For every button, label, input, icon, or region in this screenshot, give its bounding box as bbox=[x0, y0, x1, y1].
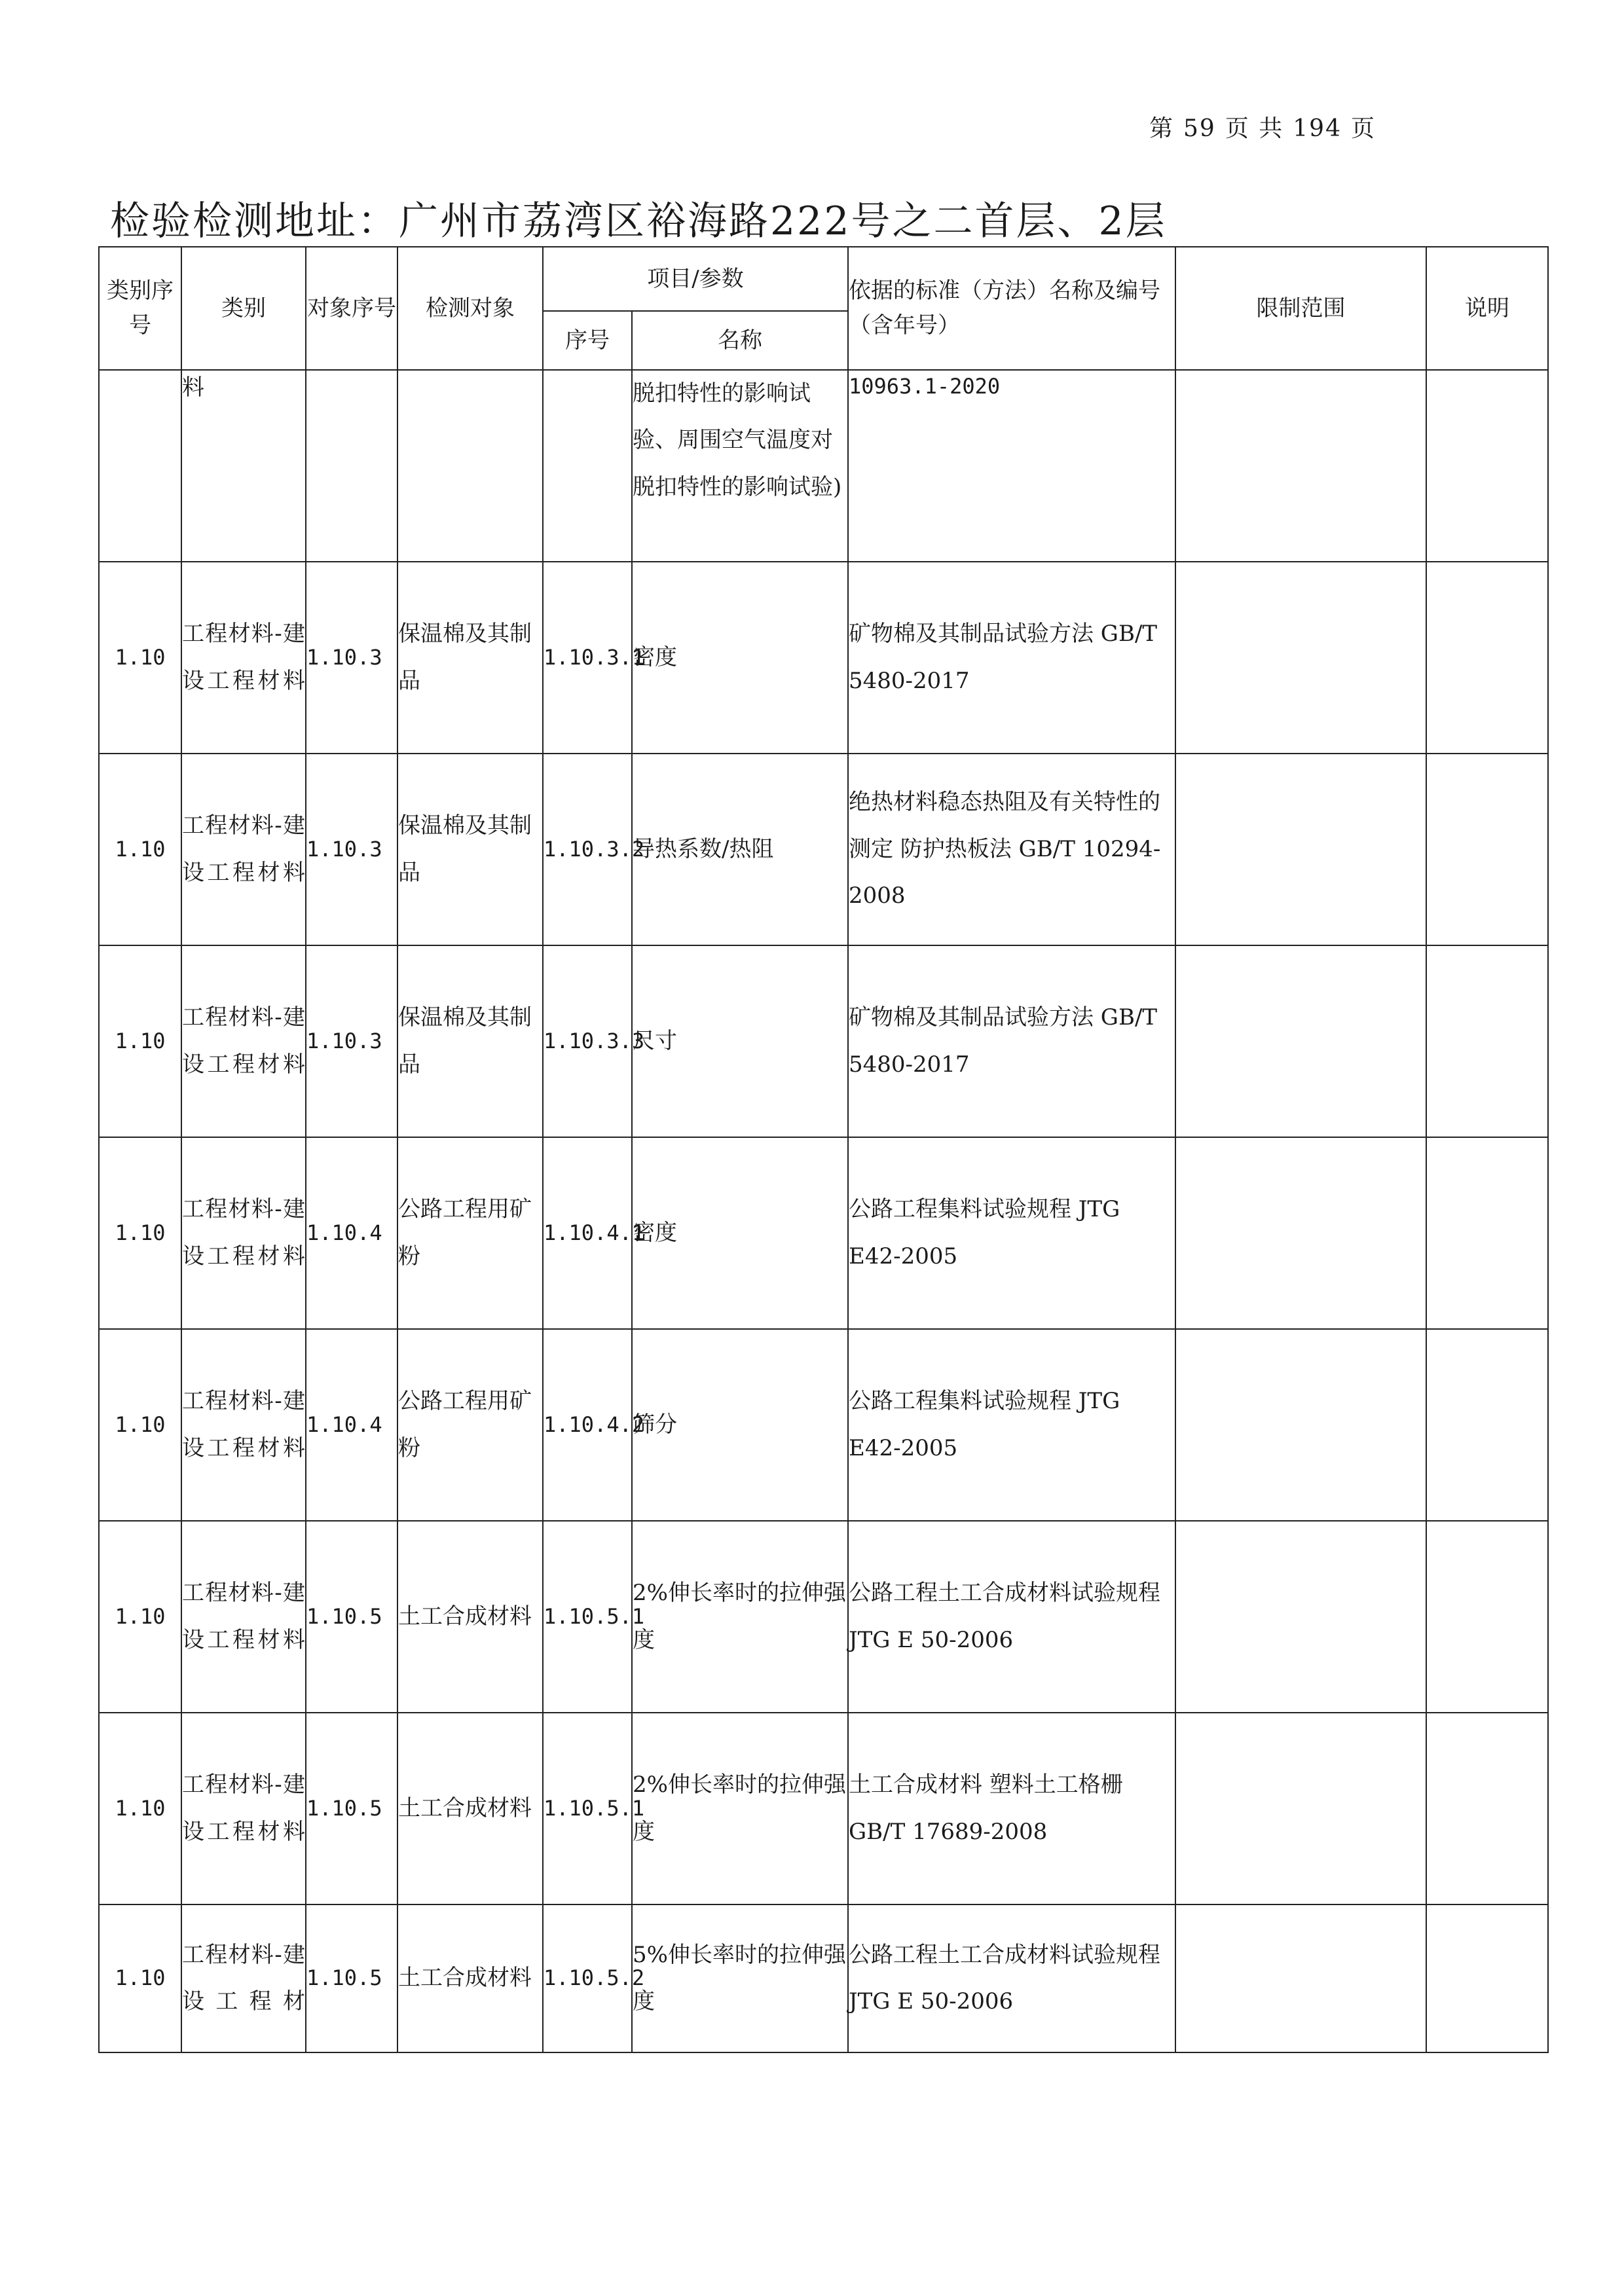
cell-cat-no bbox=[99, 370, 181, 562]
cell-cat-no: 1.10 bbox=[99, 945, 181, 1137]
cell-limit bbox=[1175, 754, 1426, 945]
page-number bbox=[1149, 110, 1411, 143]
cell-object: 保温棉及其制品 bbox=[397, 562, 543, 754]
cell-category: 工程材料-建设工程材 bbox=[181, 1904, 306, 2052]
cell-item-name: 筛分 bbox=[632, 1329, 848, 1521]
cell-note bbox=[1426, 945, 1548, 1137]
cell-item-no: 1.10.3.3 bbox=[543, 945, 632, 1137]
cell-cat-no: 1.10 bbox=[99, 1904, 181, 2052]
cell-cat-no: 1.10 bbox=[99, 562, 181, 754]
cell-obj-no: 1.10.5 bbox=[306, 1713, 397, 1904]
table-row bbox=[99, 562, 1548, 754]
cell-item-no: 1.10.3.1 bbox=[543, 562, 632, 754]
cell-category: 工程材料-建设工程材料 bbox=[181, 1521, 306, 1713]
page-prefix: 第 bbox=[1149, 115, 1175, 142]
cell-item-no: 1.10.5.2 bbox=[543, 1904, 632, 2052]
cell-obj-no: 1.10.3 bbox=[306, 754, 397, 945]
cell-limit bbox=[1175, 370, 1426, 562]
table-row-continuation bbox=[99, 370, 1548, 562]
cell-category: 工程材料-建设工程材料 bbox=[181, 1137, 306, 1329]
cell-category: 工程材料-建设工程材料 bbox=[181, 1713, 306, 1904]
cell-category: 工程材料-建设工程材料 bbox=[181, 562, 306, 754]
scope-table bbox=[98, 246, 1549, 2053]
cell-standard: 公路工程土工合成材料试验规程 JTG E 50-2006 bbox=[848, 1904, 1175, 2052]
cell-item-no bbox=[543, 370, 632, 562]
cell-item-no: 1.10.4.2 bbox=[543, 1329, 632, 1521]
header-item-no: 序号 bbox=[543, 311, 632, 370]
cell-item-no: 1.10.4.1 bbox=[543, 1137, 632, 1329]
cell-item-no: 1.10.5.1 bbox=[543, 1713, 632, 1904]
total-pages: 194 bbox=[1293, 115, 1342, 142]
cell-object: 土工合成材料 bbox=[397, 1713, 543, 1904]
cell-limit bbox=[1175, 1713, 1426, 1904]
cell-note bbox=[1426, 1521, 1548, 1713]
table-row bbox=[99, 945, 1548, 1137]
cell-note bbox=[1426, 370, 1548, 562]
cell-note bbox=[1426, 1329, 1548, 1521]
header-item-name: 名称 bbox=[632, 311, 848, 370]
page-suffix: 页 bbox=[1351, 115, 1376, 142]
table-row bbox=[99, 754, 1548, 945]
cell-standard: 10963.1-2020 bbox=[848, 370, 1175, 562]
table-row bbox=[99, 1904, 1548, 2052]
cell-cat-no: 1.10 bbox=[99, 1137, 181, 1329]
cell-category: 料 bbox=[181, 370, 306, 562]
cell-item-name: 密度 bbox=[632, 1137, 848, 1329]
cell-standard: 矿物棉及其制品试验方法 GB/T 5480-2017 bbox=[848, 945, 1175, 1137]
header-limit: 限制范围 bbox=[1175, 247, 1426, 370]
cell-object: 保温棉及其制品 bbox=[397, 945, 543, 1137]
cell-note bbox=[1426, 1137, 1548, 1329]
cell-object: 保温棉及其制品 bbox=[397, 754, 543, 945]
cell-obj-no: 1.10.5 bbox=[306, 1904, 397, 2052]
cell-standard: 公路工程集料试验规程 JTG E42-2005 bbox=[848, 1137, 1175, 1329]
cell-limit bbox=[1175, 1329, 1426, 1521]
cell-obj-no: 1.10.3 bbox=[306, 562, 397, 754]
cell-obj-no: 1.10.5 bbox=[306, 1521, 397, 1713]
cell-object: 公路工程用矿粉 bbox=[397, 1137, 543, 1329]
cell-standard: 绝热材料稳态热阻及有关特性的测定 防护热板法 GB/T 10294-2008 bbox=[848, 754, 1175, 945]
cell-limit bbox=[1175, 1521, 1426, 1713]
header-category: 类别 bbox=[181, 247, 306, 370]
cell-obj-no: 1.10.4 bbox=[306, 1137, 397, 1329]
cell-standard: 公路工程集料试验规程 JTG E42-2005 bbox=[848, 1329, 1175, 1521]
cell-limit bbox=[1175, 1137, 1426, 1329]
cell-limit bbox=[1175, 1904, 1426, 2052]
cell-obj-no: 1.10.3 bbox=[306, 945, 397, 1137]
cell-item-name: 尺寸 bbox=[632, 945, 848, 1137]
cell-item-no: 1.10.5.1 bbox=[543, 1521, 632, 1713]
cell-item-no: 1.10.3.2 bbox=[543, 754, 632, 945]
cell-limit bbox=[1175, 945, 1426, 1137]
header-standard: 依据的标准（方法）名称及编号（含年号） bbox=[848, 247, 1175, 370]
cell-cat-no: 1.10 bbox=[99, 754, 181, 945]
cell-object: 公路工程用矿粉 bbox=[397, 1329, 543, 1521]
cell-cat-no: 1.10 bbox=[99, 1521, 181, 1713]
cell-item-name: 脱扣特性的影响试验、周围空气温度对脱扣特性的影响试验) bbox=[632, 370, 848, 562]
header-note: 说明 bbox=[1426, 247, 1548, 370]
cell-item-name: 导热系数/热阻 bbox=[632, 754, 848, 945]
page-middle: 页 共 bbox=[1225, 115, 1284, 142]
table-row bbox=[99, 1329, 1548, 1521]
table-row bbox=[99, 1137, 1548, 1329]
cell-limit bbox=[1175, 562, 1426, 754]
header-object: 检测对象 bbox=[397, 247, 543, 370]
header-item-param: 项目/参数 bbox=[543, 247, 848, 311]
cell-item-name: 5%伸长率时的拉伸强度 bbox=[632, 1904, 848, 2052]
cell-standard: 公路工程土工合成材料试验规程 JTG E 50-2006 bbox=[848, 1521, 1175, 1713]
cell-category: 工程材料-建设工程材料 bbox=[181, 945, 306, 1137]
cell-cat-no: 1.10 bbox=[99, 1329, 181, 1521]
table-row bbox=[99, 1521, 1548, 1713]
cell-standard: 土工合成材料 塑料土工格栅 GB/T 17689-2008 bbox=[848, 1713, 1175, 1904]
cell-object: 土工合成材料 bbox=[397, 1521, 543, 1713]
cell-category: 工程材料-建设工程材料 bbox=[181, 754, 306, 945]
cell-item-name: 密度 bbox=[632, 562, 848, 754]
cell-item-name: 2%伸长率时的拉伸强度 bbox=[632, 1521, 848, 1713]
header-obj-no: 对象序号 bbox=[306, 247, 397, 370]
cell-note bbox=[1426, 1904, 1548, 2052]
cell-note bbox=[1426, 1713, 1548, 1904]
test-address: 检验检测地址：广州市荔湾区裕海路222号之二首层、2层 bbox=[110, 198, 1167, 244]
cell-obj-no: 1.10.4 bbox=[306, 1329, 397, 1521]
cell-object: 土工合成材料 bbox=[397, 1904, 543, 2052]
table-row bbox=[99, 1713, 1548, 1904]
cell-note bbox=[1426, 754, 1548, 945]
cell-obj-no bbox=[306, 370, 397, 562]
cell-cat-no: 1.10 bbox=[99, 1713, 181, 1904]
cell-note bbox=[1426, 562, 1548, 754]
current-page: 59 bbox=[1183, 115, 1216, 142]
header-cat-no: 类别序号 bbox=[99, 247, 181, 370]
cell-standard: 矿物棉及其制品试验方法 GB/T 5480-2017 bbox=[848, 562, 1175, 754]
cell-category: 工程材料-建设工程材料 bbox=[181, 1329, 306, 1521]
cell-object bbox=[397, 370, 543, 562]
cell-item-name: 2%伸长率时的拉伸强度 bbox=[632, 1713, 848, 1904]
